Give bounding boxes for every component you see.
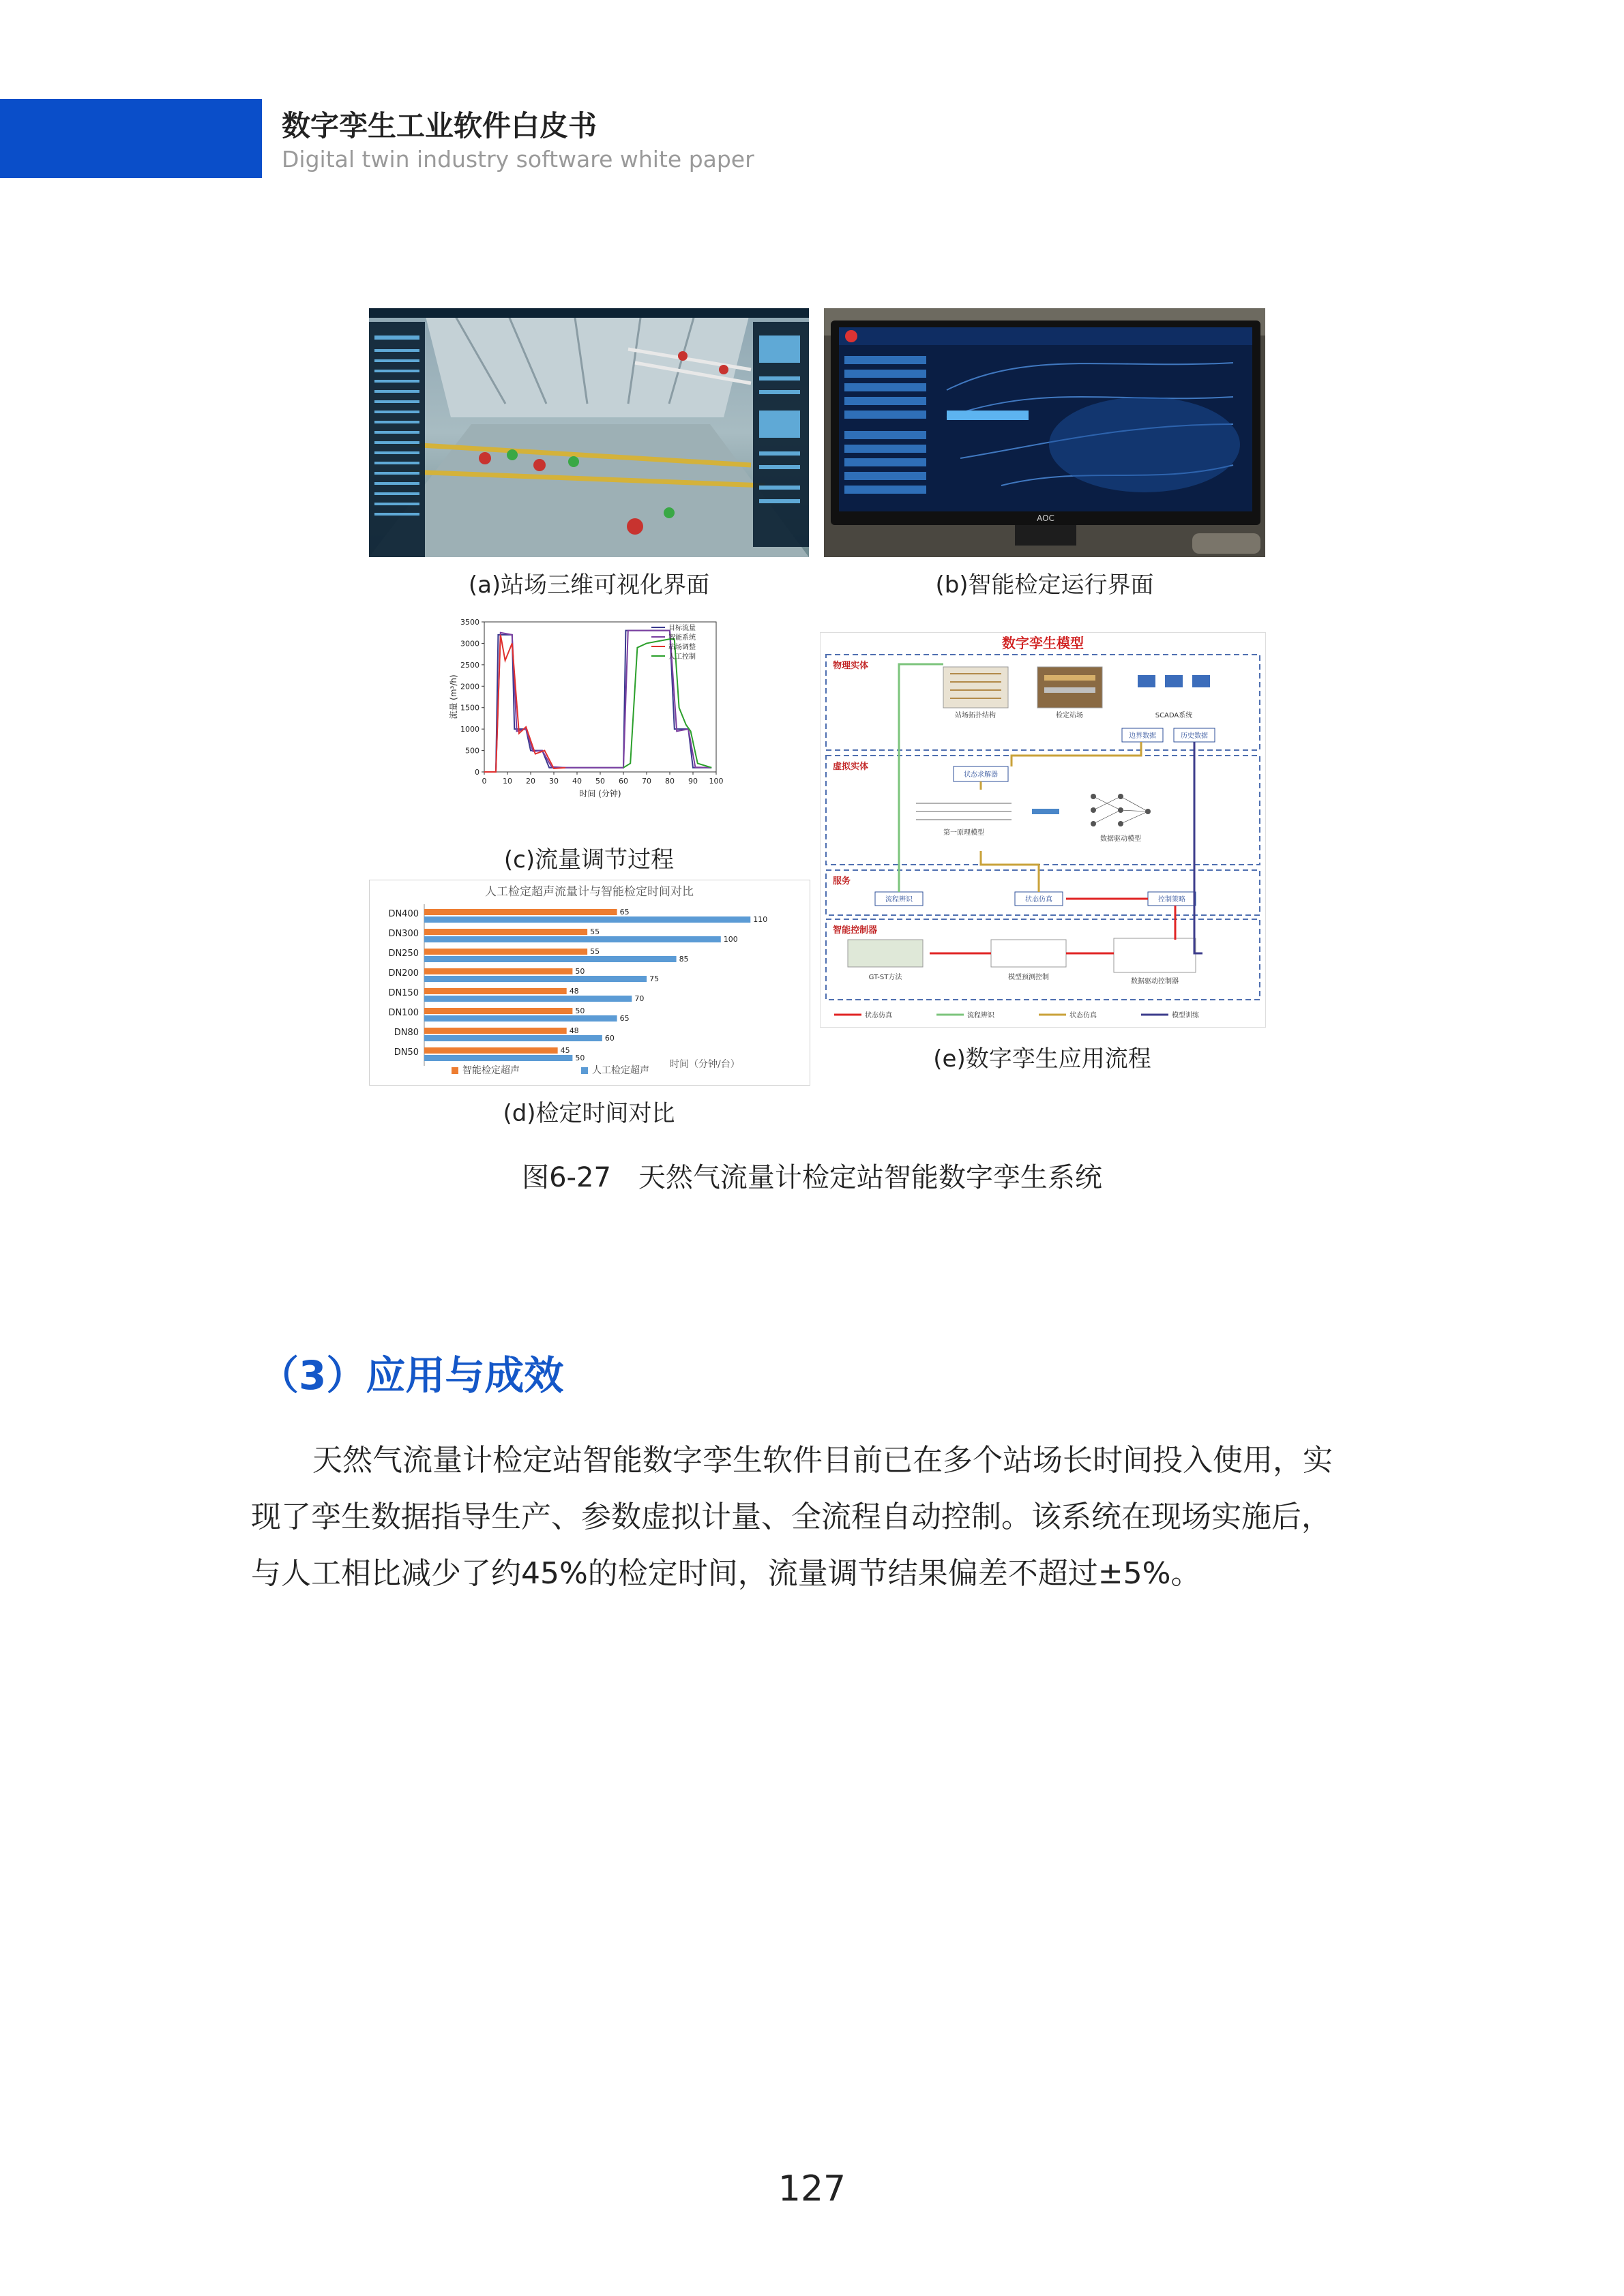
x-tick-label: 50 (595, 777, 605, 786)
paragraph-line-1: 天然气流量计检定站智能数字孪生软件目前已在多个站场长时间投入使用，实 (312, 1443, 1333, 1478)
figure-main-caption: 图6-27 天然气流量计检定站智能数字孪生系统 (522, 1162, 1102, 1193)
digital-twin-diagram (821, 633, 1265, 1027)
bar-smart (424, 929, 587, 935)
x-tick-label: 90 (688, 777, 698, 786)
y-tick-label: 3500 (460, 618, 479, 627)
figure-b-caption: (b)智能检定运行界面 (935, 571, 1154, 599)
y-axis-label: 流量 (m³/h) (449, 674, 458, 719)
section-heading: （3）应用与成效 (259, 1352, 564, 1399)
legend-swatch (452, 1067, 458, 1074)
figure-d-bar-chart (369, 880, 810, 1086)
scada-icon (1138, 675, 1210, 687)
figure-a-caption: (a)站场三维可视化界面 (468, 571, 710, 599)
bar-smart (424, 1047, 558, 1054)
bar-value-label: 110 (753, 915, 768, 924)
category-label: DN250 (388, 949, 419, 959)
bar-value-label: 50 (575, 1054, 585, 1062)
svg-text:状态仿真: 状态仿真 (1025, 896, 1052, 904)
paragraph-line-2: 现了孪生数据指导生产、参数虚拟计量、全流程自动控制。该系统在现场实施后， (251, 1500, 1331, 1534)
series-line-2 (484, 631, 711, 772)
bar-value-label: 70 (634, 994, 645, 1003)
legend-label: 目标流量 (668, 625, 696, 632)
chart-title: 人工检定超声流量计与智能检定时间对比 (485, 885, 694, 899)
y-tick-label: 500 (465, 746, 479, 756)
bar-value-label: 48 (569, 987, 579, 996)
header-accent-bar (0, 99, 262, 178)
y-tick-label: 0 (475, 768, 479, 777)
station-3d-illustration (369, 308, 809, 557)
bar-manual (424, 1015, 617, 1022)
figure-d-caption: (d)检定时间对比 (503, 1100, 675, 1127)
svg-text:站场拓扑结构: 站场拓扑结构 (955, 712, 996, 719)
calibration-time-chart (370, 880, 810, 1085)
bar-smart (424, 949, 587, 955)
bar-smart (424, 968, 572, 974)
svg-text:流程辨识: 流程辨识 (885, 896, 913, 904)
svg-text:状态求解器: 状态求解器 (964, 771, 998, 779)
x-tick-label: 100 (709, 777, 724, 786)
bar-manual (424, 936, 721, 942)
figure-b-monitor-photo (824, 308, 1265, 557)
document-title: 数字孪生工业软件白皮书 (282, 109, 597, 143)
figure-a-station-3d-screenshot (369, 308, 809, 557)
bar-smart (424, 909, 617, 915)
legend-label: 人工控制 (668, 653, 696, 661)
bar-smart (424, 1028, 567, 1034)
x-tick-label: 60 (619, 777, 628, 786)
svg-text:数据驱动模型: 数据驱动模型 (1100, 835, 1141, 843)
bar-manual (424, 996, 632, 1002)
bar-value-label: 50 (575, 967, 585, 976)
bar-value-label: 45 (560, 1046, 570, 1055)
flow-regulation-chart (447, 614, 737, 815)
svg-text:SCADA系统: SCADA系统 (1155, 712, 1193, 719)
category-label: DN200 (388, 968, 419, 979)
legend-label: 站场调整 (668, 644, 696, 651)
bar-value-label: 85 (679, 955, 689, 964)
bar-value-label: 60 (604, 1034, 615, 1043)
bar-manual (424, 956, 677, 962)
bar-manual (424, 916, 750, 923)
document-subtitle: Digital twin industry software white paper (282, 146, 754, 173)
bar-smart (424, 988, 567, 994)
label-controller: 智能控制器 (833, 925, 878, 936)
diagram-title: 数字孪生模型 (1002, 635, 1084, 651)
legend-label: 智能系统 (668, 634, 696, 642)
y-tick-label: 3000 (460, 639, 479, 648)
bar-value-label: 75 (649, 974, 660, 983)
monitor-illustration (824, 308, 1265, 557)
svg-text:状态仿真: 状态仿真 (865, 1012, 892, 1019)
svg-text:历史数据: 历史数据 (1181, 732, 1208, 740)
y-tick-label: 2500 (460, 660, 479, 670)
x-tick-label: 80 (665, 777, 675, 786)
category-label: DN150 (388, 988, 419, 998)
svg-text:模型预测控制: 模型预测控制 (1008, 974, 1049, 981)
legend-label: 智能检定超声 (462, 1065, 520, 1076)
bar-value-label: 65 (619, 1014, 630, 1023)
bar-value-label: 100 (723, 935, 738, 944)
label-service: 服务 (833, 876, 851, 886)
category-label: DN50 (394, 1047, 419, 1058)
legend-label: 人工检定超声 (592, 1065, 649, 1076)
figure-c-caption: (c)流量调节过程 (503, 846, 675, 874)
legend-swatch (581, 1067, 588, 1074)
series-line-4 (623, 639, 711, 768)
svg-text:流程辨识: 流程辨识 (967, 1012, 994, 1019)
label-physical: 物理实体 (833, 661, 869, 671)
svg-text:第一原理模型: 第一原理模型 (943, 829, 984, 837)
page-number: 127 (778, 2168, 846, 2209)
bar-value-label: 55 (590, 927, 600, 936)
series-line-1 (484, 631, 711, 772)
category-label: DN80 (394, 1028, 419, 1038)
bar-manual (424, 1035, 602, 1041)
bar-smart (424, 1008, 572, 1014)
x-tick-label: 0 (482, 777, 487, 786)
svg-text:模型训练: 模型训练 (1172, 1012, 1199, 1019)
x-tick-label: 30 (549, 777, 559, 786)
figure-c-flow-chart (447, 614, 737, 815)
y-tick-label: 1500 (460, 703, 479, 713)
x-axis-label: 时间（分钟/台） (670, 1059, 740, 1070)
figure-e-caption: (e)数字孪生应用流程 (933, 1045, 1151, 1073)
label-virtual: 虚拟实体 (833, 762, 869, 772)
paragraph-line-3: 与人工相比减少了约45%的检定时间，流量调节结果偏差不超过±5%。 (251, 1556, 1201, 1591)
bar-value-label: 65 (619, 908, 630, 916)
bar-manual (424, 1055, 572, 1061)
monitor-brand: AOC (1037, 513, 1054, 523)
x-axis-label: 时间 (分钟) (579, 789, 621, 799)
x-tick-label: 70 (642, 777, 651, 786)
x-tick-label: 10 (503, 777, 512, 786)
y-tick-label: 2000 (460, 682, 479, 691)
category-label: DN400 (388, 909, 419, 919)
category-label: DN100 (388, 1008, 419, 1018)
category-label: DN300 (388, 929, 419, 939)
bar-value-label: 48 (569, 1026, 579, 1035)
svg-text:状态仿真: 状态仿真 (1069, 1012, 1097, 1019)
x-tick-label: 20 (526, 777, 535, 786)
figure-e-digital-twin-flow-diagram (820, 632, 1266, 1028)
svg-text:数据驱动控制器: 数据驱动控制器 (1131, 978, 1179, 985)
svg-text:GT-ST方法: GT-ST方法 (868, 974, 902, 981)
bar-value-label: 50 (575, 1007, 585, 1015)
x-tick-label: 40 (572, 777, 582, 786)
bar-manual (424, 976, 647, 982)
y-tick-label: 1000 (460, 725, 479, 734)
bar-value-label: 55 (590, 947, 600, 956)
svg-text:边界数据: 边界数据 (1129, 732, 1156, 740)
svg-text:检定站场: 检定站场 (1056, 712, 1083, 719)
svg-text:控制策略: 控制策略 (1158, 896, 1185, 904)
